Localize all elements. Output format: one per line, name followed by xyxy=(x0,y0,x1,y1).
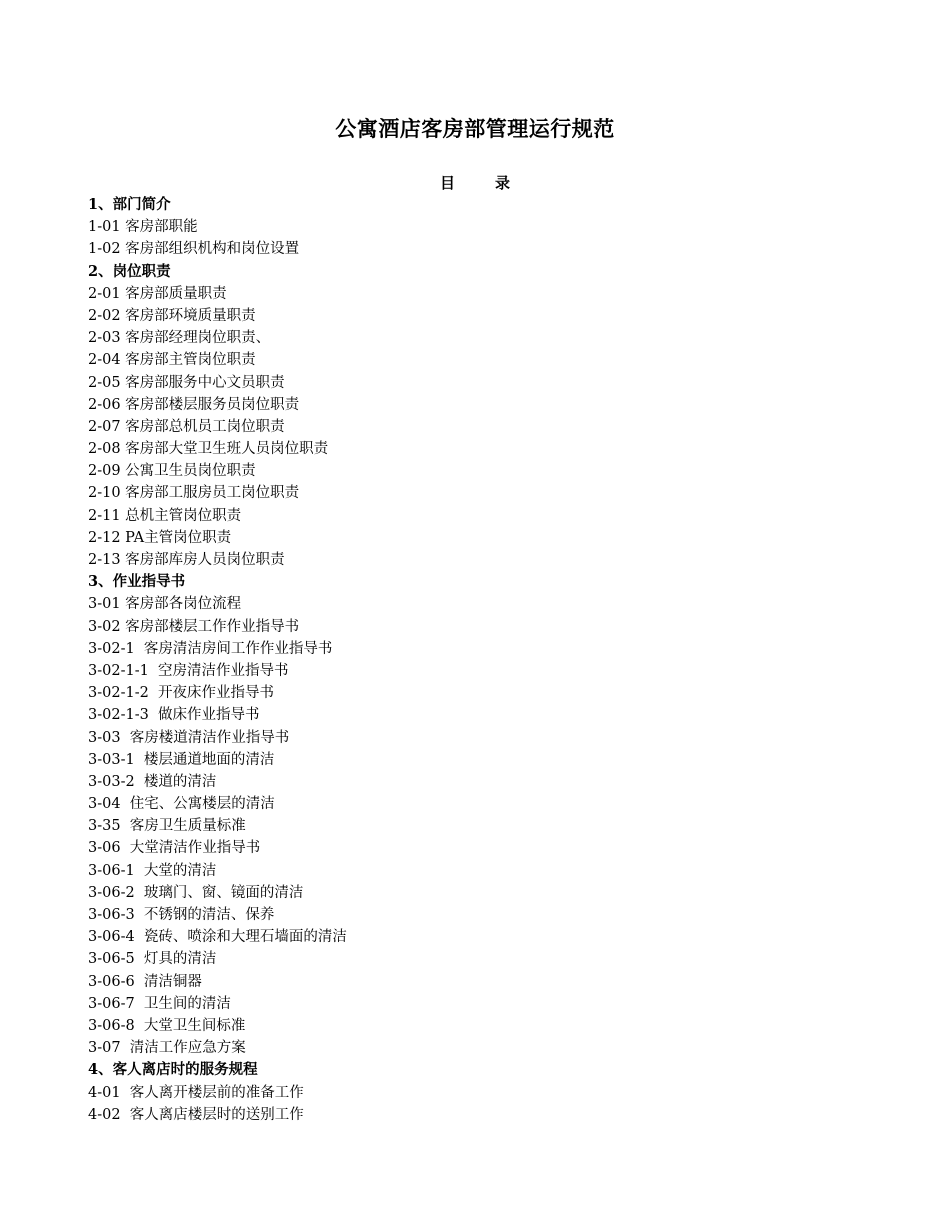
toc-section-heading: 4、客人离店时的服务规程 xyxy=(88,1061,258,1079)
toc-entry: 3-06-8 大堂卫生间标准 xyxy=(88,1017,246,1034)
toc-entry: 3-03 客房楼道清洁作业指导书 xyxy=(88,729,290,746)
toc-heading-right: 录 xyxy=(495,174,511,192)
toc-entry: 2-07 客房部总机员工岗位职责 xyxy=(88,418,285,435)
toc-entry: 2-03 客房部经理岗位职责、 xyxy=(88,330,271,347)
toc-entry: 4-01 客人离开楼层前的准备工作 xyxy=(88,1084,304,1101)
toc-entry: 3-06-5 灯具的清洁 xyxy=(88,951,217,968)
document-title: 公寓酒店客房部管理运行规范 xyxy=(335,116,615,141)
toc-entry: 2-08 客房部大堂卫生班人员岗位职责 xyxy=(88,441,329,458)
toc-entry: 2-04 客房部主管岗位职责 xyxy=(88,352,256,369)
toc-entry: 2-01 客房部质量职责 xyxy=(88,285,227,302)
toc-entry: 3-35 客房卫生质量标准 xyxy=(88,818,246,835)
toc-entry: 2-12 PA主管岗位职责 xyxy=(88,529,232,546)
toc-section-heading: 3、作业指导书 xyxy=(88,573,186,591)
toc-entry: 3-06-1 大堂的清洁 xyxy=(88,862,217,879)
toc-entry: 3-02-1 客房清洁房间工作作业指导书 xyxy=(88,640,333,657)
toc-entry: 4-02 客人离店楼层时的送别工作 xyxy=(88,1106,304,1123)
toc-entry: 3-02-1-1 空房清洁作业指导书 xyxy=(88,662,289,679)
toc-entry: 1-02 客房部组织机构和岗位设置 xyxy=(88,241,300,258)
toc-section-heading: 1、部门简介 xyxy=(88,196,171,213)
toc-entry: 2-11 总机主管岗位职责 xyxy=(88,507,242,524)
toc-heading xyxy=(0,172,950,194)
toc-entry: 3-06-2 玻璃门、窗、镜面的清洁 xyxy=(88,884,304,901)
toc-entry: 3-01 客房部各岗位流程 xyxy=(88,596,242,613)
toc-entry: 3-02-1-2 开夜床作业指导书 xyxy=(88,685,275,702)
toc-entry: 2-10 客房部工服房员工岗位职责 xyxy=(88,485,300,502)
toc-entry: 2-05 客房部服务中心文员职责 xyxy=(88,374,285,391)
toc-entry: 2-13 客房部库房人员岗位职责 xyxy=(88,552,285,568)
toc-entry: 3-02-1-3 做床作业指导书 xyxy=(88,707,260,724)
toc-entry: 3-06-6 清洁铜器 xyxy=(88,973,202,990)
toc-section-heading: 2、岗位职责 xyxy=(88,262,171,280)
toc-entry: 2-06 客房部楼层服务员岗位职责 xyxy=(88,396,300,413)
toc-entry: 3-06-4 瓷砖、喷涂和大理石墙面的清洁 xyxy=(88,929,347,946)
toc-entry: 3-04 住宅、公寓楼层的清洁 xyxy=(88,796,275,813)
toc-entry: 3-02 客房部楼层工作作业指导书 xyxy=(88,618,300,635)
toc-entry: 3-03-2 楼道的清洁 xyxy=(88,773,217,790)
toc-entry: 3-03-1 楼层通道地面的清洁 xyxy=(88,751,275,768)
toc-entry: 2-09 公寓卫生员岗位职责 xyxy=(88,463,256,480)
toc-entry: 3-06-7 卫生间的清洁 xyxy=(88,995,231,1012)
toc-entry: 1-01 客房部职能 xyxy=(88,219,198,236)
toc-entry: 3-06 大堂清洁作业指导书 xyxy=(88,840,261,857)
table-of-contents xyxy=(88,194,848,1126)
toc-entry: 2-02 客房部环境质量职责 xyxy=(88,307,256,324)
toc-entry: 3-07 清洁工作应急方案 xyxy=(88,1040,246,1057)
toc-entry: 3-06-3 不锈钢的清洁、保养 xyxy=(88,907,275,923)
toc-heading-left: 目 xyxy=(439,174,455,192)
